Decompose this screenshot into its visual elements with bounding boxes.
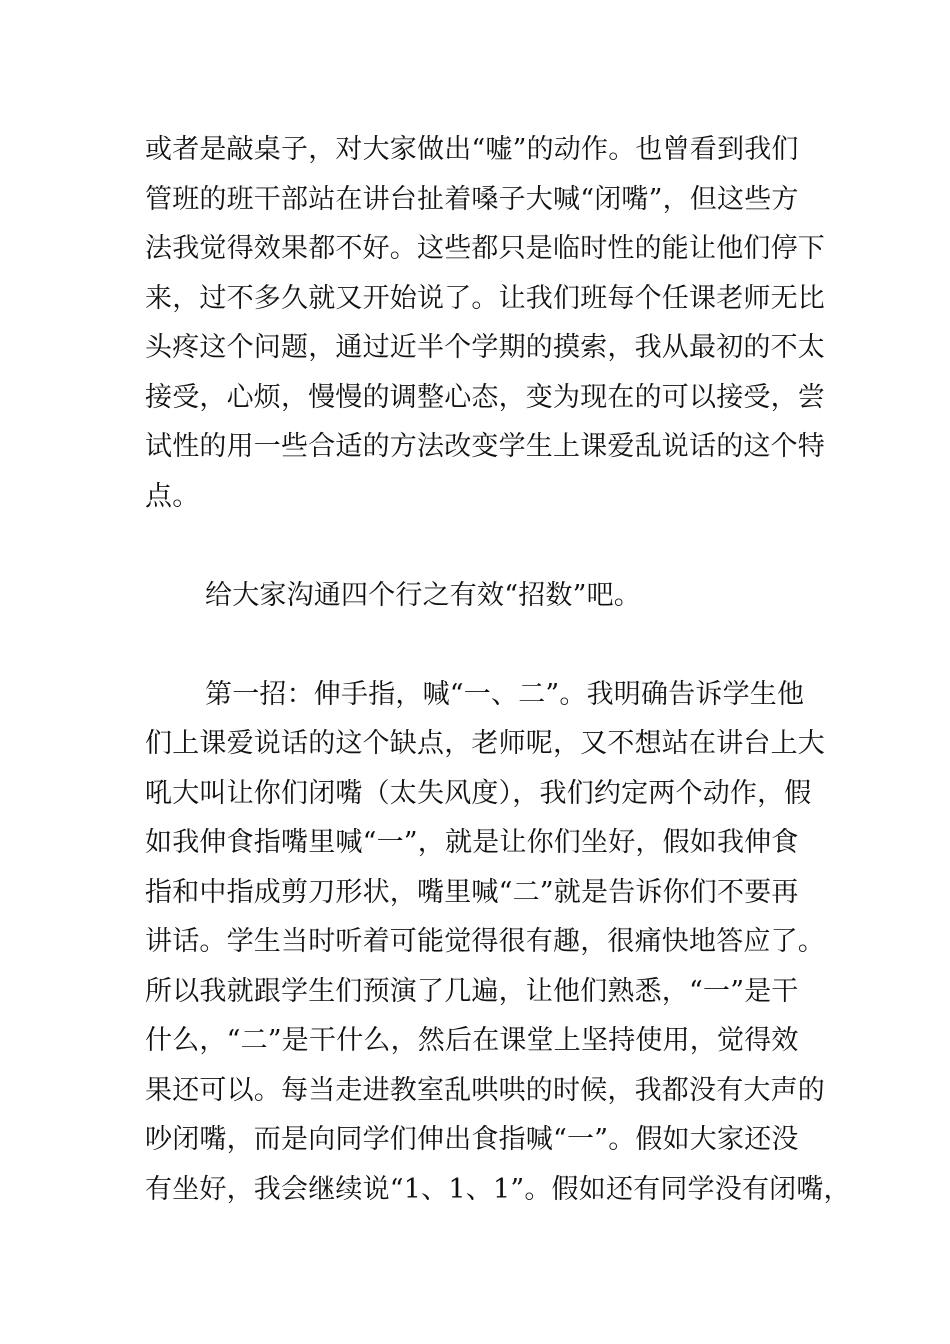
- text-line: 试性的用一些合适的方法改变学生上课爱乱说话的这个特: [145, 431, 825, 462]
- text-line: 有坐好，我会继续说“1、1、1”。假如还有同学没有闭嘴，: [145, 1174, 851, 1205]
- text-line: 法我觉得效果都不好。这些都只是临时性的能让他们停下: [145, 233, 825, 264]
- text-line: 接受，心烦，慢慢的调整心态，变为现在的可以接受，尝: [145, 382, 825, 413]
- text-line: 所以我就跟学生们预演了几遍，让他们熟悉，“一”是干: [145, 976, 799, 1007]
- text-line: 吼大叫让你们闭嘴（太失风度），我们约定两个动作，假: [145, 778, 812, 809]
- text-line: 来，过不多久就又开始说了。让我们班每个任课老师无比: [145, 283, 825, 314]
- text-line: 第一招：伸手指，喊“一、二”。我明确告诉学生他: [205, 679, 805, 710]
- text-line: 什么，“二”是干什么，然后在课堂上坚持使用，觉得效: [145, 1025, 799, 1056]
- text-line: 或者是敲桌子，对大家做出“嘘”的动作。也曾看到我们: [145, 134, 799, 165]
- text-line: 吵闭嘴，而是向同学们伸出食指喊“一”。假如大家还没: [145, 1124, 799, 1155]
- text-line: 果还可以。每当走进教室乱哄哄的时候，我都没有大声的: [145, 1075, 825, 1106]
- text-line: 头疼这个问题，通过近半个学期的摸索，我从最初的不太: [145, 332, 825, 363]
- text-line: 们上课爱说话的这个缺点，老师呢，又不想站在讲台上大: [145, 728, 825, 759]
- text-line: 指和中指成剪刀形状，嘴里喊“二”就是告诉你们不要再: [145, 877, 799, 908]
- text-line: 如我伸食指嘴里喊“一”，就是让你们坐好，假如我伸食: [145, 827, 799, 858]
- text-line: 点。: [145, 481, 200, 512]
- text-line: 讲话。学生当时听着可能觉得很有趣，很痛快地答应了。: [145, 926, 825, 957]
- text-line: 管班的班干部站在讲台扯着嗓子大喊“闭嘴”，但这些方: [145, 184, 799, 215]
- text-line: 给大家沟通四个行之有效“招数”吧。: [205, 580, 642, 611]
